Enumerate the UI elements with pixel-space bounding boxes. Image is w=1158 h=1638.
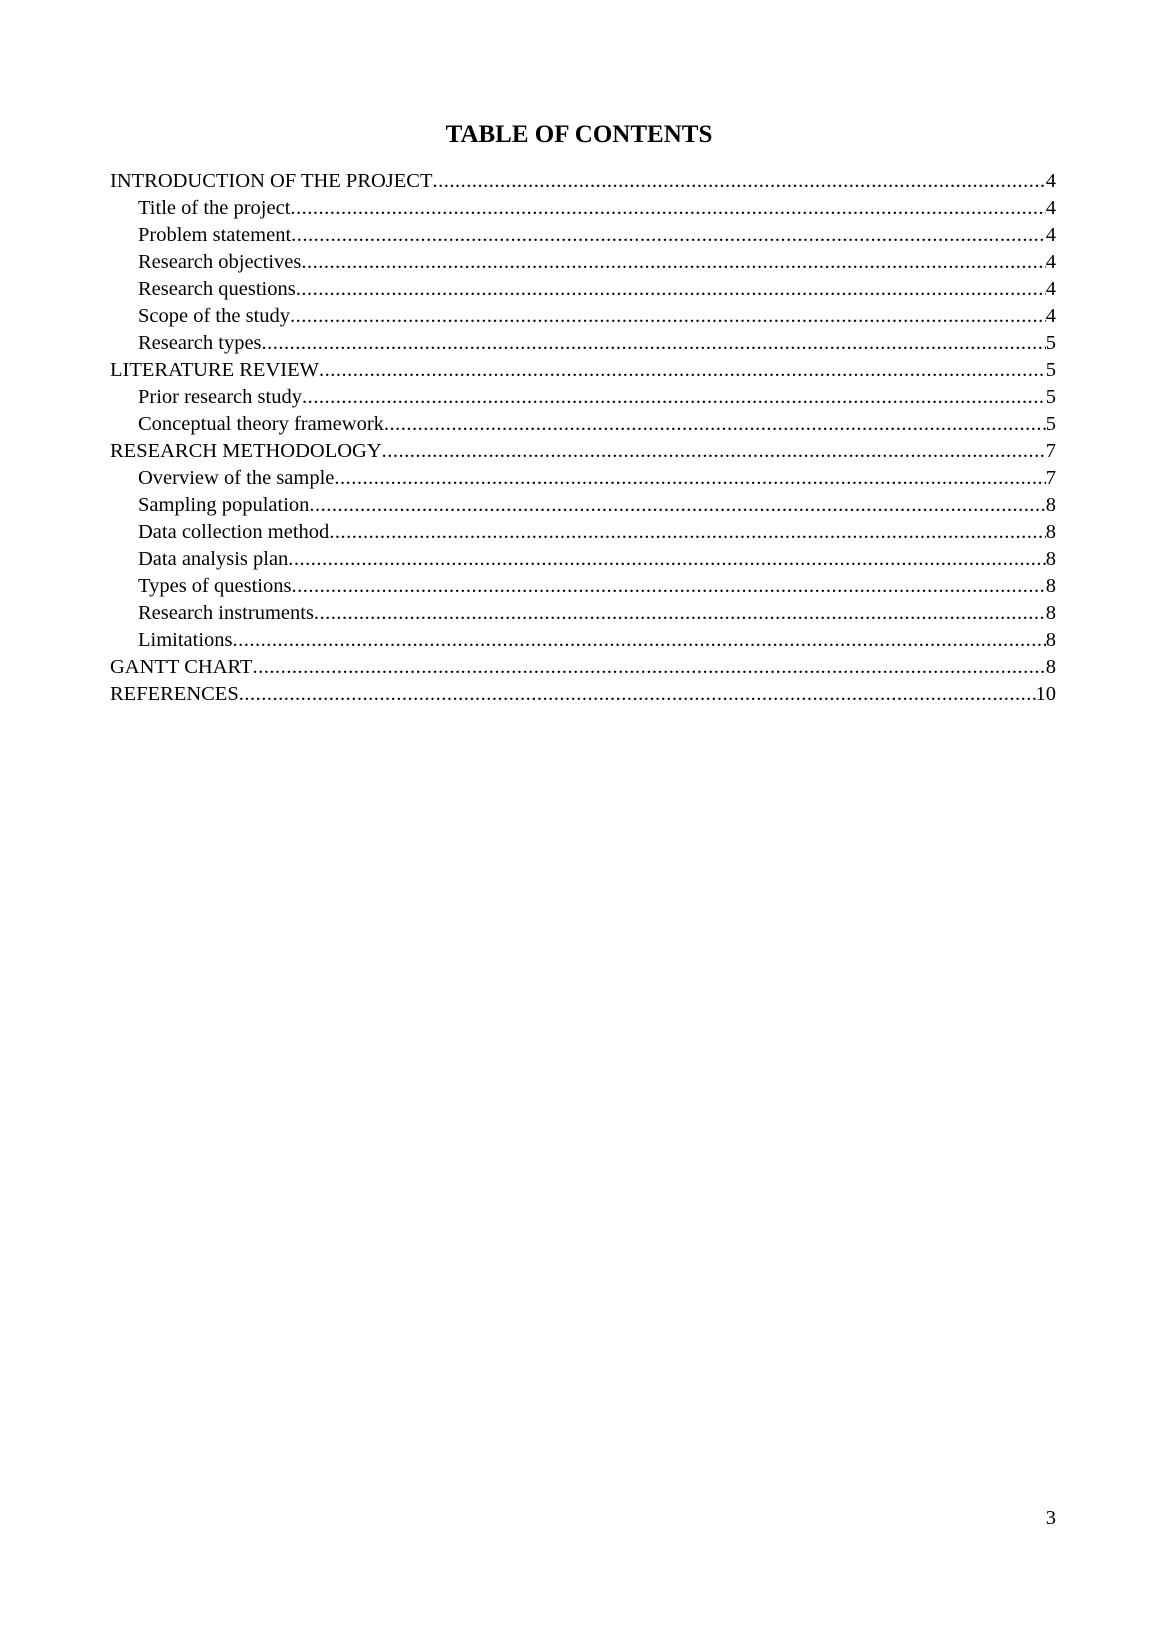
toc-entry[interactable] [110,519,1056,546]
toc-entry-page: 8 [1045,521,1056,543]
toc-leader-dots [314,600,1046,627]
toc-entry-label: GANTT CHART [110,656,253,678]
toc-leader-dots [291,222,1046,249]
toc-entry-label: Research questions [138,278,296,300]
toc-entry-page: 4 [1045,224,1056,246]
toc-leader-dots [262,330,1046,357]
toc-entry-page: 5 [1045,359,1056,381]
toc-entry-label: LITERATURE REVIEW [110,359,319,381]
toc-entry[interactable] [110,465,1056,492]
toc-leader-dots [309,492,1045,519]
toc-leader-dots [301,249,1045,276]
toc-entry[interactable] [110,411,1056,438]
toc-entry-label: Scope of the study [138,305,291,327]
toc-entry-label: Sampling population [138,494,310,516]
toc-entry-label: Research instruments [138,602,314,624]
toc-leader-dots [233,627,1046,654]
toc-entry-page: 7 [1045,440,1056,462]
toc-leader-dots [291,573,1045,600]
toc-entry[interactable] [110,357,1056,384]
toc-entry[interactable] [110,249,1056,276]
toc-entry-label: Data collection method [138,521,330,543]
toc-entry-label: INTRODUCTION OF THE PROJECT [110,170,433,192]
toc-entry-page: 8 [1045,575,1056,597]
toc-leader-dots [329,519,1045,546]
toc-leader-dots [382,438,1046,465]
toc-list [110,168,1056,708]
toc-entry[interactable] [110,654,1056,681]
toc-entry[interactable] [110,600,1056,627]
toc-entry-page: 4 [1045,305,1056,327]
toc-leader-dots [433,168,1046,195]
toc-leader-dots [239,681,1036,708]
toc-entry-page: 8 [1045,494,1056,516]
toc-entry-page: 4 [1045,278,1056,300]
toc-entry-label: Prior research study [138,386,302,408]
toc-entry-page: 5 [1045,386,1056,408]
toc-leader-dots [319,357,1046,384]
toc-entry-page: 8 [1045,548,1056,570]
toc-entry-label: REFERENCES [110,683,239,705]
toc-entry-label: Research types [138,332,262,354]
toc-entry-page: 8 [1045,602,1056,624]
toc-leader-dots [296,276,1046,303]
toc-entry-page: 4 [1045,251,1056,273]
toc-leader-dots [290,303,1046,330]
toc-entry-page: 4 [1045,170,1056,192]
toc-entry-page: 5 [1045,413,1056,435]
toc-entry-label: Research objectives [138,251,302,273]
toc-entry-page: 10 [1035,683,1056,705]
toc-entry-label: Overview of the sample [138,467,335,489]
toc-leader-dots [290,195,1045,222]
toc-entry-page: 5 [1045,332,1056,354]
toc-title: TABLE OF CONTENTS [445,121,713,148]
toc-entry[interactable] [110,681,1056,708]
toc-leader-dots [288,546,1045,573]
toc-entry-page: 4 [1045,197,1056,219]
toc-entry[interactable] [110,438,1056,465]
toc-entry-label: Conceptual theory framework [138,413,384,435]
toc-entry[interactable] [110,195,1056,222]
toc-entry-label: Problem statement [138,224,292,246]
toc-entry[interactable] [110,546,1056,573]
toc-entry-label: Title of the project [138,197,291,219]
toc-leader-dots [334,465,1045,492]
toc-entry[interactable] [110,330,1056,357]
toc-entry-label: Types of questions [138,575,292,597]
toc-entry-label: Limitations [138,629,233,651]
page-number: 3 [1045,1507,1056,1529]
toc-entry[interactable] [110,492,1056,519]
toc-entry[interactable] [110,384,1056,411]
toc-entry-page: 8 [1045,656,1056,678]
toc-entry-page: 7 [1045,467,1056,489]
toc-entry[interactable] [110,222,1056,249]
toc-leader-dots [252,654,1045,681]
toc-entry[interactable] [110,303,1056,330]
toc-entry[interactable] [110,168,1056,195]
toc-entry[interactable] [110,276,1056,303]
toc-entry-page: 8 [1045,629,1056,651]
toc-leader-dots [302,384,1046,411]
toc-entry-label: RESEARCH METHODOLOGY [110,440,382,462]
toc-entry-label: Data analysis plan [138,548,289,570]
toc-leader-dots [384,411,1046,438]
toc-entry[interactable] [110,573,1056,600]
toc-entry[interactable] [110,627,1056,654]
